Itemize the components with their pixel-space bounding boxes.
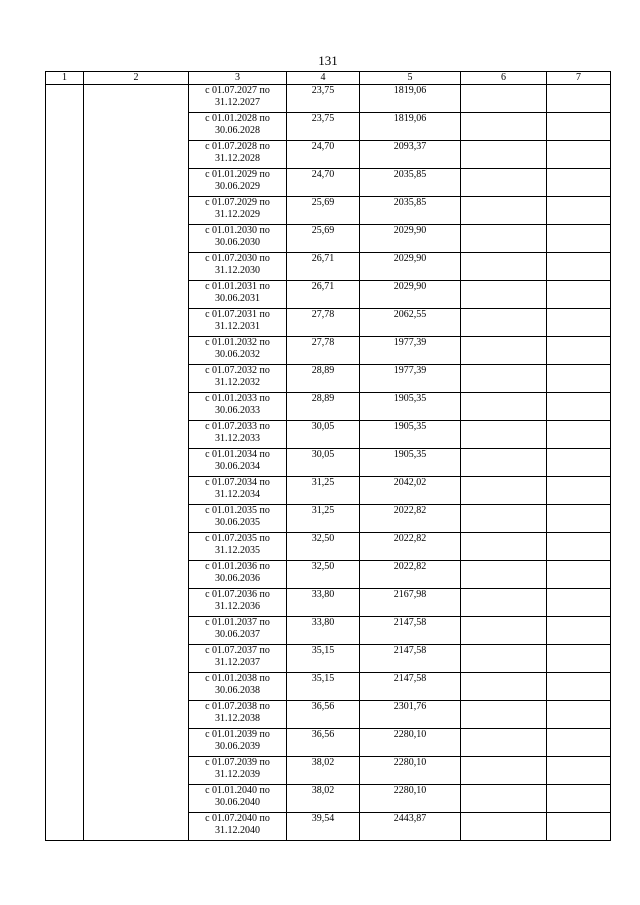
value-col-5-cell: 1819,06 bbox=[360, 113, 461, 141]
value-col-4-cell: 38,02 bbox=[287, 785, 360, 813]
empty-col-6-cell bbox=[461, 505, 547, 533]
header-row bbox=[46, 72, 611, 85]
empty-col-7-cell bbox=[547, 533, 611, 561]
value-col-4-cell: 27,78 bbox=[287, 309, 360, 337]
empty-col-7-cell bbox=[547, 477, 611, 505]
empty-col-6-cell bbox=[461, 561, 547, 589]
value-col-4-cell: 33,80 bbox=[287, 617, 360, 645]
empty-col-6-cell bbox=[461, 421, 547, 449]
empty-col-6-cell bbox=[461, 701, 547, 729]
period-cell: с 01.07.2040 по 31.12.2040 bbox=[189, 813, 287, 841]
value-col-5-cell: 2029,90 bbox=[360, 281, 461, 309]
empty-col-7-cell bbox=[547, 505, 611, 533]
value-col-4-cell: 33,80 bbox=[287, 589, 360, 617]
table-header bbox=[46, 72, 611, 85]
value-col-4-cell: 35,15 bbox=[287, 673, 360, 701]
header-col-2: 2 bbox=[84, 72, 189, 85]
value-col-4-cell: 28,89 bbox=[287, 393, 360, 421]
empty-col-7-cell bbox=[547, 561, 611, 589]
value-col-5-cell: 2093,37 bbox=[360, 141, 461, 169]
empty-col-6-cell bbox=[461, 225, 547, 253]
empty-col-7-cell bbox=[547, 85, 611, 113]
empty-col-6-cell bbox=[461, 533, 547, 561]
period-cell: с 01.07.2027 по 31.12.2027 bbox=[189, 85, 287, 113]
value-col-5-cell: 1905,35 bbox=[360, 421, 461, 449]
empty-col-6-cell bbox=[461, 281, 547, 309]
period-cell: с 01.07.2028 по 31.12.2028 bbox=[189, 141, 287, 169]
header-col-4: 4 bbox=[287, 72, 360, 85]
value-col-4-cell: 39,54 bbox=[287, 813, 360, 841]
period-cell: с 01.01.2040 по 30.06.2040 bbox=[189, 785, 287, 813]
value-col-4-cell: 31,25 bbox=[287, 477, 360, 505]
empty-col-7-cell bbox=[547, 309, 611, 337]
empty-col-7-cell bbox=[547, 617, 611, 645]
empty-col-7-cell bbox=[547, 365, 611, 393]
period-cell: с 01.01.2029 по 30.06.2029 bbox=[189, 169, 287, 197]
empty-col-6-cell bbox=[461, 785, 547, 813]
value-col-5-cell: 2022,82 bbox=[360, 561, 461, 589]
empty-col-7-cell bbox=[547, 701, 611, 729]
cell-col-2-merged bbox=[84, 85, 189, 841]
value-col-4-cell: 23,75 bbox=[287, 85, 360, 113]
period-cell: с 01.07.2029 по 31.12.2029 bbox=[189, 197, 287, 225]
value-col-4-cell: 25,69 bbox=[287, 197, 360, 225]
value-col-4-cell: 26,71 bbox=[287, 253, 360, 281]
empty-col-6-cell bbox=[461, 169, 547, 197]
period-cell: с 01.01.2039 по 30.06.2039 bbox=[189, 729, 287, 757]
empty-col-6-cell bbox=[461, 85, 547, 113]
value-col-5-cell: 2022,82 bbox=[360, 505, 461, 533]
empty-col-6-cell bbox=[461, 477, 547, 505]
empty-col-6-cell bbox=[461, 309, 547, 337]
header-col-3: 3 bbox=[189, 72, 287, 85]
page-number: 131 bbox=[318, 53, 338, 68]
header-col-6: 6 bbox=[461, 72, 547, 85]
value-col-4-cell: 27,78 bbox=[287, 337, 360, 365]
value-col-5-cell: 1905,35 bbox=[360, 449, 461, 477]
value-col-5-cell: 2042,02 bbox=[360, 477, 461, 505]
value-col-4-cell: 36,56 bbox=[287, 701, 360, 729]
value-col-5-cell: 2301,76 bbox=[360, 701, 461, 729]
value-col-5-cell: 2022,82 bbox=[360, 533, 461, 561]
period-cell: с 01.07.2038 по 31.12.2038 bbox=[189, 701, 287, 729]
empty-col-7-cell bbox=[547, 785, 611, 813]
empty-col-6-cell bbox=[461, 393, 547, 421]
period-cell: с 01.01.2032 по 30.06.2032 bbox=[189, 337, 287, 365]
empty-col-7-cell bbox=[547, 449, 611, 477]
value-col-4-cell: 36,56 bbox=[287, 729, 360, 757]
value-col-5-cell: 1977,39 bbox=[360, 365, 461, 393]
table-body bbox=[46, 85, 611, 841]
value-col-5-cell: 1977,39 bbox=[360, 337, 461, 365]
value-col-4-cell: 31,25 bbox=[287, 505, 360, 533]
value-col-5-cell: 2167,98 bbox=[360, 589, 461, 617]
empty-col-7-cell bbox=[547, 589, 611, 617]
empty-col-7-cell bbox=[547, 197, 611, 225]
cell-col-1-merged bbox=[46, 85, 84, 841]
period-cell: с 01.07.2031 по 31.12.2031 bbox=[189, 309, 287, 337]
period-cell: с 01.07.2035 по 31.12.2035 bbox=[189, 533, 287, 561]
empty-col-7-cell bbox=[547, 253, 611, 281]
empty-col-6-cell bbox=[461, 197, 547, 225]
value-col-4-cell: 23,75 bbox=[287, 113, 360, 141]
period-cell: с 01.07.2032 по 31.12.2032 bbox=[189, 365, 287, 393]
period-cell: с 01.07.2036 по 31.12.2036 bbox=[189, 589, 287, 617]
empty-col-6-cell bbox=[461, 617, 547, 645]
value-col-5-cell: 2035,85 bbox=[360, 197, 461, 225]
period-cell: с 01.01.2037 по 30.06.2037 bbox=[189, 617, 287, 645]
empty-col-7-cell bbox=[547, 673, 611, 701]
empty-col-7-cell bbox=[547, 225, 611, 253]
empty-col-6-cell bbox=[461, 589, 547, 617]
value-col-4-cell: 35,15 bbox=[287, 645, 360, 673]
period-cell: с 01.01.2030 по 30.06.2030 bbox=[189, 225, 287, 253]
empty-col-6-cell bbox=[461, 253, 547, 281]
empty-col-7-cell bbox=[547, 813, 611, 841]
period-cell: с 01.07.2037 по 31.12.2037 bbox=[189, 645, 287, 673]
value-col-5-cell: 2443,87 bbox=[360, 813, 461, 841]
empty-col-7-cell bbox=[547, 337, 611, 365]
value-col-4-cell: 26,71 bbox=[287, 281, 360, 309]
value-col-4-cell: 24,70 bbox=[287, 141, 360, 169]
value-col-5-cell: 2062,55 bbox=[360, 309, 461, 337]
empty-col-6-cell bbox=[461, 141, 547, 169]
value-col-4-cell: 24,70 bbox=[287, 169, 360, 197]
value-col-5-cell: 2029,90 bbox=[360, 253, 461, 281]
period-cell: с 01.01.2033 по 30.06.2033 bbox=[189, 393, 287, 421]
empty-col-6-cell bbox=[461, 673, 547, 701]
value-col-5-cell: 2147,58 bbox=[360, 673, 461, 701]
header-col-1: 1 bbox=[46, 72, 84, 85]
period-cell: с 01.07.2033 по 31.12.2033 bbox=[189, 421, 287, 449]
empty-col-6-cell bbox=[461, 365, 547, 393]
period-cell: с 01.07.2030 по 31.12.2030 bbox=[189, 253, 287, 281]
empty-col-6-cell bbox=[461, 449, 547, 477]
header-col-5: 5 bbox=[360, 72, 461, 85]
period-cell: с 01.01.2034 по 30.06.2034 bbox=[189, 449, 287, 477]
value-col-5-cell: 2035,85 bbox=[360, 169, 461, 197]
period-cell: с 01.07.2034 по 31.12.2034 bbox=[189, 477, 287, 505]
value-col-5-cell: 2147,58 bbox=[360, 645, 461, 673]
value-col-4-cell: 30,05 bbox=[287, 449, 360, 477]
value-col-5-cell: 2280,10 bbox=[360, 729, 461, 757]
empty-col-7-cell bbox=[547, 421, 611, 449]
period-cell: с 01.07.2039 по 31.12.2039 bbox=[189, 757, 287, 785]
empty-col-7-cell bbox=[547, 757, 611, 785]
period-cell: с 01.01.2028 по 30.06.2028 bbox=[189, 113, 287, 141]
value-col-5-cell: 1819,06 bbox=[360, 85, 461, 113]
value-col-5-cell: 2280,10 bbox=[360, 757, 461, 785]
empty-col-6-cell bbox=[461, 757, 547, 785]
empty-col-6-cell bbox=[461, 813, 547, 841]
empty-col-6-cell bbox=[461, 645, 547, 673]
value-col-4-cell: 25,69 bbox=[287, 225, 360, 253]
empty-col-6-cell bbox=[461, 337, 547, 365]
empty-col-7-cell bbox=[547, 729, 611, 757]
value-col-4-cell: 30,05 bbox=[287, 421, 360, 449]
period-cell: с 01.01.2035 по 30.06.2035 bbox=[189, 505, 287, 533]
header-col-7: 7 bbox=[547, 72, 611, 85]
period-cell: с 01.01.2031 по 30.06.2031 bbox=[189, 281, 287, 309]
empty-col-7-cell bbox=[547, 281, 611, 309]
empty-col-6-cell bbox=[461, 729, 547, 757]
table-row bbox=[46, 85, 611, 113]
period-cell: с 01.01.2038 по 30.06.2038 bbox=[189, 673, 287, 701]
period-cell: с 01.01.2036 по 30.06.2036 bbox=[189, 561, 287, 589]
value-col-5-cell: 1905,35 bbox=[360, 393, 461, 421]
empty-col-7-cell bbox=[547, 393, 611, 421]
empty-col-7-cell bbox=[547, 169, 611, 197]
value-col-4-cell: 32,50 bbox=[287, 561, 360, 589]
empty-col-7-cell bbox=[547, 645, 611, 673]
value-col-5-cell: 2147,58 bbox=[360, 617, 461, 645]
empty-col-6-cell bbox=[461, 113, 547, 141]
value-col-4-cell: 28,89 bbox=[287, 365, 360, 393]
tariff-table bbox=[45, 71, 611, 841]
value-col-5-cell: 2280,10 bbox=[360, 785, 461, 813]
value-col-4-cell: 32,50 bbox=[287, 533, 360, 561]
empty-col-7-cell bbox=[547, 141, 611, 169]
empty-col-7-cell bbox=[547, 113, 611, 141]
value-col-5-cell: 2029,90 bbox=[360, 225, 461, 253]
value-col-4-cell: 38,02 bbox=[287, 757, 360, 785]
